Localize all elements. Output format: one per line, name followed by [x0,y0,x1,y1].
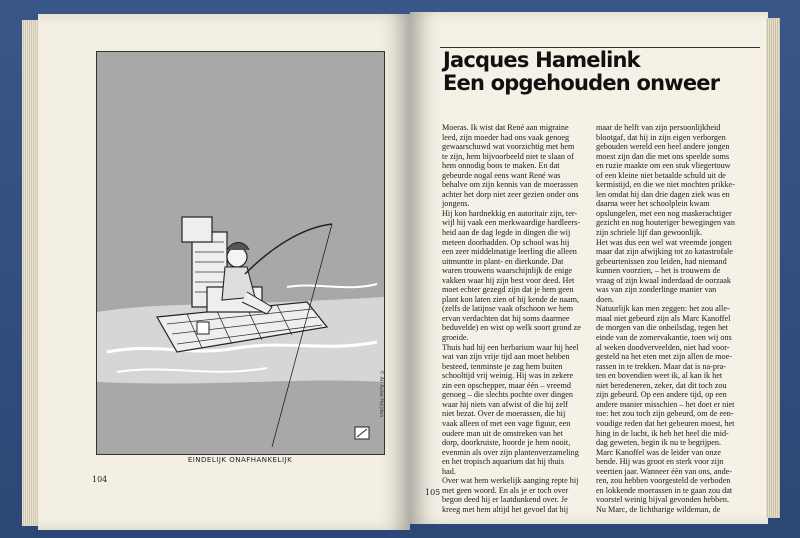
author-name: Jacques Hamelink [443,48,640,72]
fisherman-raft-drawing [97,52,384,454]
text-line: kermistijd, en die we niet mochten prikke- [596,180,735,190]
text-line: ten en bovendien weet ik, al kan ik het [596,371,723,381]
text-line: Moeras. Ik wist dat René aan migraine [442,123,569,132]
text-line: achter het dorp niet zeer gezien onder ons [442,189,579,199]
text-line: al weken doodverveelden, niet had voor- [596,342,730,352]
text-line: met geen woord. En als je er toch over [442,485,569,495]
text-line: maar de helft van zijn persoonlijkheid [596,123,721,132]
text-line: of een kleine niet betaalde schuld uit de [596,170,726,180]
text-line: kunnen voorzien, – het is trouwens de [596,266,721,276]
text-line: en lokkende moerassen in te gaan zou dat [596,485,733,495]
story-title: Een opgehouden onweer [443,71,720,95]
text-line: (zelfs de latijnse vaak ofschoon we hem [442,304,573,314]
text-line: en het tropisch aquarium dat hij thuis [442,457,564,467]
text-line: schooltijd vrij weinig. Hij was in zekere [442,371,574,381]
text-line: Marc Kanoffel was de leider van onze [596,447,721,457]
text-line: len omdat hij dan drie dagen ziek was en [596,189,730,199]
text-line: rassen in te trekken. Maar dat is na-pra- [596,361,727,371]
text-line: voorstel weinig bijval gevonden hebben. [596,495,730,505]
text-line: Over wat hem werkelijk aanging repte hij [442,476,579,486]
text-line: maar dat zijn afwijking tot zo katastrofale [596,247,733,257]
text-line: hem onnodig boos te maken. En dat [442,161,560,171]
text-line: meteen doorhadden. Op school was hij [442,237,570,247]
text-line: besteed, tenminste je zag hem buiten [442,361,563,371]
text-line: heid aan de dag legde in dingen die wij [442,228,571,238]
text-line: niet bezat. Over de moerassen, die hij [442,409,566,419]
text-line: dorp, doorkruiste, hoorde je hem nooit, [442,438,571,448]
text-line: behalve om zijn kennis van de moerassen [442,180,578,190]
text-line: groeide. [442,333,469,343]
text-line: beduvelde) en wist op welk soort grond ze [442,323,581,333]
left-page-number: 104 [92,475,108,484]
text-line: bende. Hij was groot en sterk voor zijn [596,457,724,467]
right-page-number: 105 [425,488,441,497]
text-line: niet beredeneren, zeker, dat dit toch zou [596,380,727,390]
text-line: wijl hij vaak een merkwaardige hardleers- [442,218,580,228]
text-line: en ruzie maakte om een stuk vliegertouw [596,161,731,171]
text-line: was van zijn zonderlinge manier van [596,285,717,295]
text-line: vaak alleen of met een vage figuur, een [442,418,571,428]
text-line: vraag of zijn kwaal inderdaad de oorzaak [596,275,732,285]
text-line: andere manier misschien – het doet er niet [596,399,735,409]
text-line: een zeer middelmatige leerling die alleen [442,247,577,257]
text-line: waren trouwens waarschijnlijk de enige [442,266,573,276]
text-line: dag geweten, begin ik nu te begrijpen. [596,438,722,448]
text-line: Hij kon hardnekkig en autoritair zijn, ter- [442,208,578,218]
text-line: gebeurtenissen zou leiden, had niemand [596,256,727,266]
text-line: Nu Marc, de lichtharige wildeman, de [596,504,721,514]
text-line: Natuurlijk kan men zeggen: het zou alle- [596,304,730,314]
text-line: opslungelen, met een nog maskerachtiger [596,208,732,218]
text-line: evenmin als over zijn plantenverzameling [442,447,579,457]
text-line: vakken waar hij zijn best voor deed. Het [442,275,575,285]
text-column-1 [442,123,592,514]
text-line: toe: het zou toch zijn gebeurd, om de een- [596,409,734,419]
text-line: daarna weer het schoolplein kwam [596,199,710,209]
text-line: gebouden wereld een heel andere jongen [596,142,730,152]
text-line: blootgaf, dat hij in zijn eigen verborgen [596,132,726,142]
text-line: te zijn, hem bijvoorbeeld niet te slaan of [442,151,574,161]
text-line: doen. [596,294,614,304]
text-line: zin een opschepper, maar één – vreemd [442,380,572,390]
cartoon-illustration [96,51,385,455]
text-line: maal niet gebeurd zijn als Marc Kanoffel [596,313,731,323]
text-line: moest zijn dan die met ons speelde soms [596,151,730,161]
text-line: Thuis had hij een herbarium waar hij heel [442,342,579,352]
text-line: moet echter gezegd zijn dat je hem geen [442,285,574,295]
text-line: ervan verdachten dat hij soms daarmee [442,313,570,323]
illustration-caption: EINDELIJK ONAFHANKELIJK [187,456,293,464]
text-line: uitmuntte in plant- en dierkunde. Dat [442,256,564,266]
text-line: begon deed hij er laatdunkend over. Je [442,495,568,505]
text-line: kreeg met hem altijd het gevoel dat hij [442,504,569,514]
text-line: waar hij niets van afwist of die hij zelf [442,399,568,409]
text-line: gebeurde nogal eens want René was [442,170,561,180]
illustration-credit: © Ali Auke Heijden [378,370,384,418]
text-column-2 [596,123,762,514]
text-line: hing in de lucht, ik heb het heel die mid- [596,428,729,438]
text-line: genoeg – die slechts pochte over dingen [442,390,573,400]
text-line: had. [442,466,456,476]
text-line: zijn schriele lijf dan gewoonlijk. [596,228,703,238]
text-line: gewaarschuwd wat voorzichtig met hem [442,142,575,152]
text-line: gesteld na het eten met zijn allen de moe- [596,352,732,362]
text-line: de morgen van die onheilsdag, tegen het [596,323,728,333]
text-line: einde van de zomervakantie, toen wij ons [596,333,732,343]
right-page-stack-edge [766,18,780,518]
text-line: jongens. [442,199,470,209]
text-line: veertien jaar. Wanneer één van ons, ande- [596,466,733,476]
text-line: ren, zou hebben voorgesteld de verboden [596,476,731,486]
text-line: Het was dus een wel wat vreemde jongen [596,237,732,247]
text-line: voudige reden dat het gebeuren moest, het [596,418,735,428]
text-line: plant kon laten zien of hij kende de naam, [442,294,580,304]
text-line: leed, zijn moeder had ons vaak genoeg [442,132,570,142]
text-line: oudere man uit de omstreken van het [442,428,563,438]
text-line: gezicht en nog houteriger bewegingen van [596,218,735,228]
text-line: wat van zijn vrije tijd aan moet hebben [442,352,570,362]
text-line: zijn gebeurd. Op een andere tijd, op een [596,390,727,400]
